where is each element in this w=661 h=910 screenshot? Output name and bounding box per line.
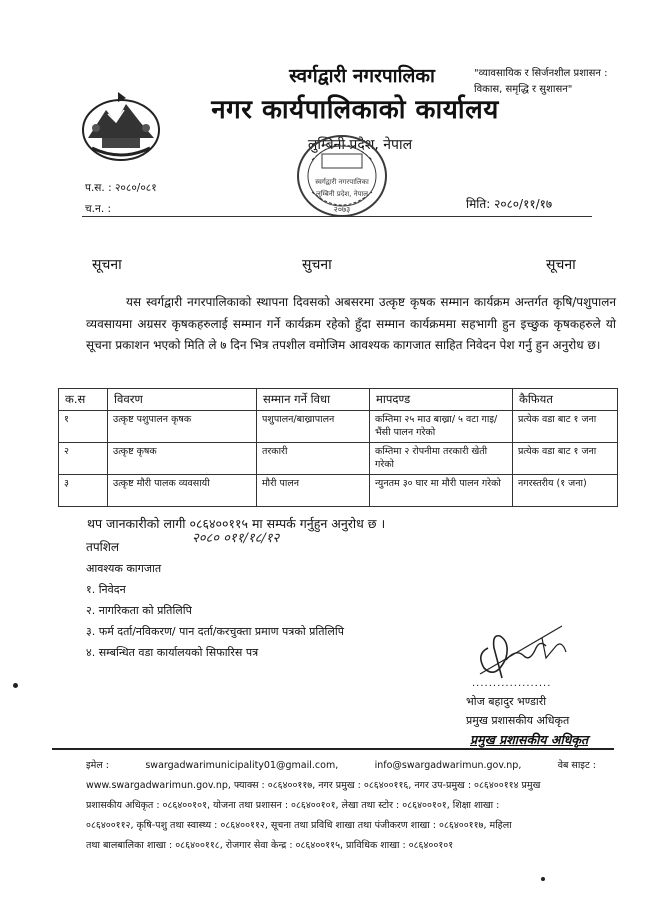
list-item: २. नागरिकता को प्रतिलिपि	[86, 604, 192, 617]
table-cell: न्युनतम ३० घार मा मौरी पालन गरेको	[370, 475, 513, 507]
required-docs-heading: आवश्यक कागजात	[86, 562, 162, 575]
required-documents	[86, 558, 344, 663]
footer-email-row	[86, 756, 616, 776]
table-cell: तरकारी	[257, 443, 370, 475]
office-stamp	[282, 126, 402, 222]
slogan	[474, 66, 654, 98]
table-row	[59, 443, 618, 475]
stamp-line-1: स्वर्गद्वारी नगरपालिका	[315, 178, 369, 186]
table-cell: कम्तिमा २५ माउ बाख्रा/ ५ वटा गाइ/भैंसी पालन गरेको	[370, 411, 513, 443]
list-item: ३. फर्म दर्ता/नविकरण/ पान दर्ता/करचुक्ता प्रमाण पत्रको प्रतिलिपि	[86, 625, 344, 638]
footer-website-label: वेब साइट :	[557, 760, 596, 771]
signature-image	[466, 618, 576, 684]
list-item: ४. सम्बन्धित वडा कार्यालयको सिफारिस पत्र	[86, 646, 259, 659]
stamp-year: २०७३	[333, 205, 351, 214]
table-cell: २	[59, 443, 108, 475]
scan-speck	[13, 683, 18, 688]
signatory-name: भोज बहादुर भण्डारी	[466, 695, 547, 708]
signatory-title: प्रमुख प्रशासकीय अधिकृत	[466, 714, 570, 727]
footer-divider	[52, 748, 614, 750]
footer-line-3: प्रशासकीय अधिकृत : ०८६४००१०१, योजना तथा प्रशासन : ०८६४००१०१, लेखा तथा स्टोर : ०८६४००१०१, शिक्षा शाखा :	[86, 800, 500, 811]
notice-heading-center: सुचना	[302, 257, 332, 273]
footer-contacts	[86, 756, 616, 856]
slogan-line-1: "व्यावसायिक र सिर्जनशील प्रशासन :	[474, 68, 608, 79]
contact-line: थप जानकारीको लागी ०८६४००११५ मा सम्पर्क गर्नुहुन अनुरोध छ ।	[87, 516, 386, 531]
province-line: लुम्बिनी प्रदेश, नेपाल	[307, 137, 413, 153]
scan-speck	[541, 877, 545, 881]
footer-line-2: www.swargadwarimun.gov.np, फ्याक्स : ०८६४००११७, नगर प्रमुख : ०८६४००११६, नगर उप-प्रमुख : ०८६४००११४ प्रमुख	[86, 780, 541, 791]
table-cell: उत्कृष्ट कृषक	[108, 443, 257, 475]
signature-dots: ...................	[472, 678, 552, 689]
notice-body: यस स्वर्गद्वारी नगरपालिकाको स्थापना दिवसको अबसरमा उत्कृष्ट कृषक सम्मान कार्यक्रम अन्तर्गत कृषि/पशुपालन व्यवसायमा अग्रसर कृषकहरुलाई सम्मान गर्ने कार्यक्रम रहेको हुँदा सम्मान कार्यक्रममा सहभागी हुन इच्छुक कृषकहरुले यो सूचना प्रकाशन भएको मिति ले ७ दिन भित्र तपशील वमोजिम आवश्यक कागजात साहित निवेदन पेश गर्नु हुन अनुरोध छ।	[86, 295, 616, 352]
footer-line-5: तथा बालबालिका शाखा : ०८६४००११८, रोजगार सेवा केन्द्र : ०८६४००११५, प्राविधिक शाखा : ०८६४००१०१	[86, 840, 454, 851]
table-cell: प्रत्येक वडा बाट १ जना	[513, 411, 618, 443]
table-row	[59, 475, 618, 507]
notice-heading-right: सूचना	[546, 257, 576, 273]
award-criteria-table	[58, 388, 618, 507]
office-title: नगर कार्यपालिकाको कार्यालय	[211, 95, 499, 125]
footer-email-2: info@swargadwarimun.gov.np,	[374, 760, 522, 771]
column-header-remarks: कैफियत	[513, 389, 618, 411]
table-cell: नगरस्तरीय (१ जना)	[513, 475, 618, 507]
table-row	[59, 411, 618, 443]
table-cell: १	[59, 411, 108, 443]
list-item: १. निवेदन	[86, 583, 126, 596]
table-cell: पशुपालन/बाख्रापालन	[257, 411, 370, 443]
column-header-sn: क.स	[59, 389, 108, 411]
column-header-criteria: मापदण्ड	[370, 389, 513, 411]
reference-number: प.स. : २०८०/०८१	[85, 182, 157, 194]
table-cell: कम्तिमा २ रोपनीमा तरकारी खेती गरेको	[370, 443, 513, 475]
municipality-name: स्वर्गद्वारी नगरपालिका	[289, 65, 435, 87]
header-divider	[82, 216, 592, 217]
table-cell: प्रत्येक वडा बाट १ जना	[513, 443, 618, 475]
slogan-line-2: विकास, समृद्धि र सुशासन"	[474, 84, 573, 95]
handwritten-note: २०८० ०११/१८/१२	[192, 531, 280, 546]
column-header-description: विवरण	[108, 389, 257, 411]
nepal-emblem-icon	[78, 88, 164, 164]
signatory-stamp-title: प्रमुख प्रशासकीय अधिकृत	[470, 732, 589, 747]
table-cell: मौरी पालन	[257, 475, 370, 507]
stamp-line-2: लुम्बिनी प्रदेश, नेपाल	[315, 190, 369, 198]
table-header-row	[59, 389, 618, 411]
table-cell: उत्कृष्ट मौरी पालक व्यवसायी	[108, 475, 257, 507]
footer-email-label: इमेल :	[86, 760, 110, 771]
table-cell: ३	[59, 475, 108, 507]
details-heading: तपशिल	[86, 540, 120, 554]
notice-heading-left: सूचना	[92, 257, 122, 273]
dispatch-number: च.न. :	[85, 203, 112, 215]
footer-line-4: ०८६४००११२, कृषि-पशु तथा स्वास्थ्य : ०८६४००११२, सूचना तथा प्रविधि शाखा तथा पंजीकरण शाखा : ०८६४००११७, महिला	[86, 820, 512, 831]
table-cell: उत्कृष्ट पशुपालन कृषक	[108, 411, 257, 443]
footer-email-1: swargadwarimunicipality01@gmail.com,	[145, 760, 339, 771]
column-header-category: सम्मान गर्ने विधा	[257, 389, 370, 411]
letter-date: मिति: २०८०/११/१७	[466, 197, 553, 211]
